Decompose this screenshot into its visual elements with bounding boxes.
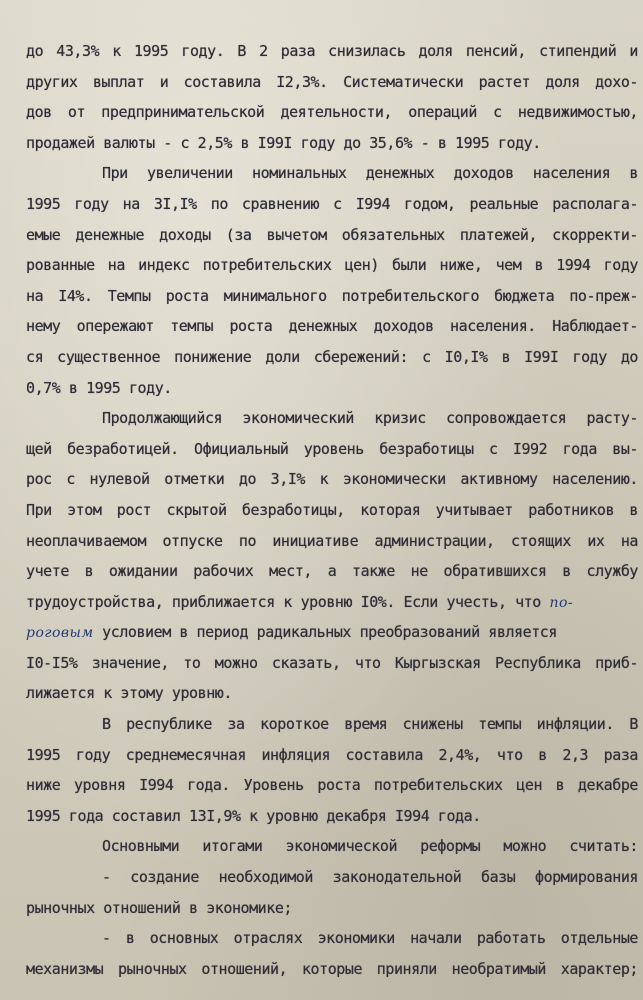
paragraph-start-line: Основными итогами экономической реформы можно считать: (102, 837, 638, 856)
list-item-line: - создание необходимой законодательной базы формирования (102, 868, 638, 887)
text-line: 1995 году среднемесячная инфляция составила 2,4%, что в 2,3 раза (26, 745, 638, 764)
text-line: дов от предпринимательской деятельности, операций с недвижимостью, (26, 103, 638, 122)
text-line: на I4%. Темпы роста минимального потребительского бюджета по-преж- (26, 286, 638, 305)
text-line: 1995 году на 3I,I% по сравнению с I994 годом, реальные располага- (26, 194, 638, 213)
text-line: до 43,3% к 1995 году. В 2 раза снизилась доля пенсий, стипендий и (26, 42, 638, 60)
text-line: учете в ожидании рабочих мест, а также не обратившихся в службу (26, 562, 638, 581)
text-line: других выплат и составила I2,3%. Систематически растет доля дохо- (26, 72, 638, 91)
text-line: 0,7% в 1995 году. (26, 378, 172, 397)
text-line: При этом рост скрытой безработицы, которая учитывает работников в (26, 500, 638, 519)
typed-segment: условием в период радикальных преобразований является (102, 623, 557, 642)
text-line: рос с нулевой отметки до 3,I% к экономически активному населению. (26, 470, 638, 489)
text-line: неоплачиваемом отпуске по инициативе администрации, стоящих их на (26, 531, 638, 550)
text-line: ниже уровня I994 года. Уровень роста потребительских цен в декабре (26, 776, 638, 795)
text-line: рованные на индекс потребительских цен) были ниже, чем в 1994 году (26, 256, 638, 275)
text-line: нему опережают темпы роста денежных доходов населения. Наблюдает- (26, 317, 638, 336)
text-line: щей безработицей. Официальный уровень безработицы с I992 года вы- (26, 439, 638, 458)
text-line: емые денежные доходы (за вычетом обязательных платежей, скорректи- (26, 225, 638, 244)
text-line-with-handwriting (26, 617, 638, 648)
handwritten-annotation: по- (549, 594, 574, 611)
text-line: механизмы рыночных отношений, которые приняли необратимый характер; (26, 959, 638, 978)
text-line: 1995 года составил 13I,9% к уровню декабря I994 года. (26, 806, 481, 825)
text-line: I0-I5% значение, то можно сказать, что Кыргызская Республика приб- (26, 653, 638, 672)
paragraph-start-line: При увеличении номинальных денежных доходов населения в (102, 164, 638, 183)
text-line: продажей валюты - с 2,5% в I99I году до 35,6% - в 1995 году. (26, 133, 541, 152)
list-item-line: - в основных отраслях экономики начали работать отдельные (102, 929, 638, 948)
paragraph-start-line: В республике за короткое время снижены темпы инфляции. В (102, 715, 638, 734)
typewritten-text (26, 36, 638, 984)
typed-segment: трудоустройства, приближается к уровню I0%. Если учесть, что (26, 592, 541, 611)
handwritten-annotation: роговым (26, 625, 94, 642)
text-line: лижается к этому уровню. (26, 684, 232, 703)
text-line: ся существенное понижение доли сбережений: с I0,I% в I99I году до (26, 347, 638, 366)
text-line: рыночных отношений в экономике; (26, 898, 293, 917)
text-line-with-handwriting (26, 587, 638, 618)
paragraph-start-line: Продолжающийся экономический кризис сопровождается расту- (102, 409, 638, 428)
